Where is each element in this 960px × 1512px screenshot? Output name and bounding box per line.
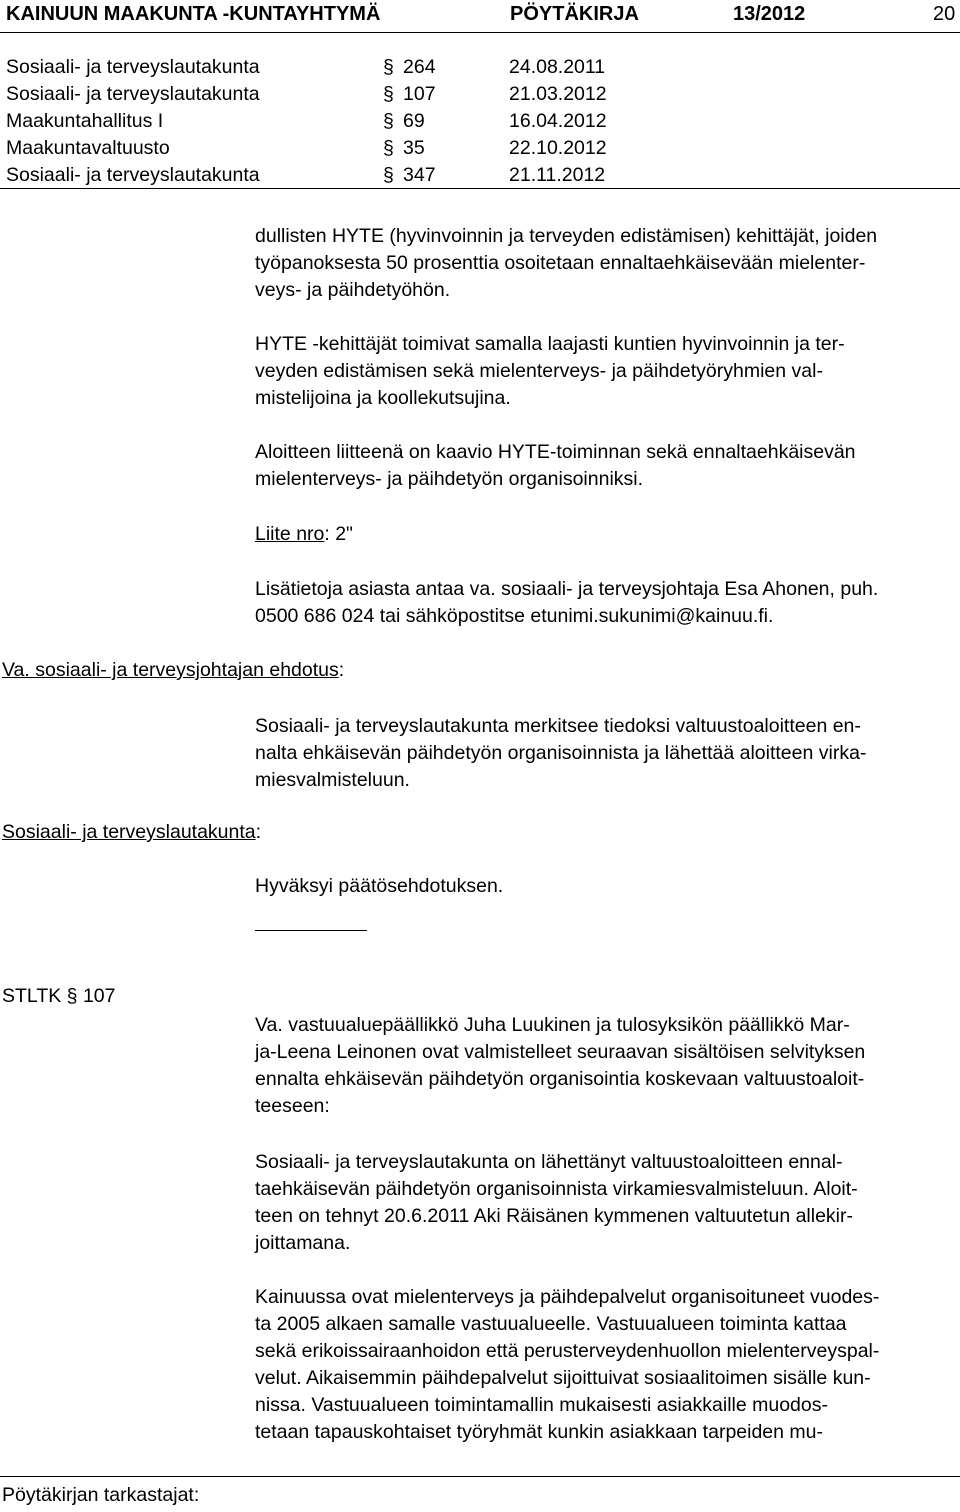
reference-date: 22.10.2012: [509, 137, 607, 159]
issue-number: 13/2012: [733, 3, 806, 25]
text-line: ta 2005 alkaen samalle vastuualueelle. Vastuualueen toiminta kattaa: [255, 1313, 847, 1335]
section-sign-icon: §: [383, 164, 394, 186]
organization-name: KAINUUN MAAKUNTA -KUNTAYHTYMÄ: [6, 3, 381, 25]
document-type: PÖYTÄKIRJA: [510, 3, 639, 25]
stltk-heading: [2, 985, 115, 1008]
reference-number: 347: [403, 164, 436, 186]
text-line: tetaan tapauskohtaiset työryhmät kunkin asiakkaan tarpeiden mu-: [255, 1421, 823, 1443]
text-line: Sosiaali- ja terveyslautakunta on lähettänyt valtuustoaloitteen ennal-: [255, 1151, 843, 1173]
page-header: [0, 0, 960, 33]
reference-row: [6, 83, 906, 109]
paragraph-contact-info: [255, 576, 960, 630]
text-line: velut. Aikaisemmin päihdepalvelut sijoittuivat sosiaalitoimen sisälle kun-: [255, 1367, 871, 1389]
page-number: 20: [933, 3, 956, 25]
text-line: nissa. Vastuualueen toimintamallin mukaisesti asiakkaille muodos-: [255, 1394, 828, 1416]
reference-row: [6, 110, 906, 136]
text-line: joittamana.: [255, 1232, 351, 1254]
text-line: ja-Leena Leinonen ovat valmistelleet seuraavan sisältöisen selvityksen: [255, 1041, 866, 1063]
paragraph-proposal: [255, 713, 960, 794]
text-line: Sosiaali- ja terveyslautakunta merkitsee tiedoksi valtuustoaloitteen en-: [255, 715, 861, 737]
paragraph-kainuu-services: [255, 1284, 960, 1446]
text-line: sekä erikoissairaanhoidon että perusterveydenhuollon mielenterveyspal-: [255, 1340, 880, 1362]
text-line: mielenterveys- ja päihdetyön organisoinniksi.: [255, 468, 644, 490]
attachment-label: Liite nro: [255, 523, 325, 545]
text-line: mistelijoina ja koollekutsujina.: [255, 387, 511, 409]
text-line: Kainuussa ovat mielenterveys ja päihdepalvelut organisoituneet vuodes-: [255, 1286, 880, 1308]
paragraph-preparation: [255, 1012, 960, 1120]
text-line: teen on tehnyt 20.6.2011 Aki Räisänen kymmenen valtuutetun allekir-: [255, 1205, 854, 1227]
proposal-heading: Va. sosiaali- ja terveysjohtajan ehdotus:: [2, 659, 345, 681]
text-line: taehkäisevän päihdetyön organisoinnista virkamiesvalmisteluun. Aloit-: [255, 1178, 858, 1200]
text-line: dullisten HYTE (hyvinvoinnin ja terveyden edistämisen) kehittäjät, joiden: [255, 225, 878, 247]
reference-number: 107: [403, 83, 436, 105]
section-sign-icon: §: [383, 137, 394, 159]
reference-divider: [0, 188, 960, 189]
attachment-value: : 2": [324, 523, 353, 545]
text-line: nalta ehkäisevän päihdetyön organisoinnista ja lähettää aloitteen virka-: [255, 742, 867, 764]
footer-label: Pöytäkirjan tarkastajat:: [2, 1484, 200, 1506]
board-heading: Sosiaali- ja terveyslautakunta:: [2, 821, 262, 843]
footer-divider: [0, 1476, 960, 1477]
reference-date: 21.03.2012: [509, 83, 607, 105]
section-sign-icon: §: [383, 56, 394, 78]
text-line: teeseen:: [255, 1095, 330, 1117]
reference-date: 21.11.2012: [509, 164, 606, 186]
stltk-number: 107: [82, 985, 116, 1007]
text-line: Va. vastuualuepäällikkö Juha Luukinen ja tulosyksikön päällikkö Mar-: [255, 1014, 850, 1036]
text-line: ennalta ehkäisevän päihdetyön organisointia koskevaan valtuustoaloit-: [255, 1068, 865, 1090]
decision-underline: [255, 930, 367, 931]
section-sign-icon: §: [66, 985, 78, 1007]
reference-body: Sosiaali- ja terveyslautakunta: [6, 83, 260, 105]
text-line: 0500 686 024 tai sähköpostitse etunimi.sukunimi@kainuu.fi.: [255, 605, 774, 627]
reference-date: 24.08.2011: [509, 56, 606, 78]
text-line: Aloitteen liitteenä on kaavio HYTE-toiminnan sekä ennaltaehkäisevän: [255, 441, 856, 463]
text-line: miesvalmisteluun.: [255, 769, 410, 791]
reference-body: Maakuntavaltuusto: [6, 137, 170, 159]
reference-number: 69: [403, 110, 425, 132]
reference-body: Sosiaali- ja terveyslautakunta: [6, 56, 260, 78]
paragraph-hyte-roles: [255, 331, 960, 412]
reference-body: Maakuntahallitus I: [6, 110, 164, 132]
paragraph-hyte-developers: [255, 223, 960, 304]
text-line: veyden edistämisen sekä mielenterveys- ja päihdetyöryhmien val-: [255, 360, 823, 382]
text-line: Lisätietoja asiasta antaa va. sosiaali- ja terveysjohtaja Esa Ahonen, puh.: [255, 578, 879, 600]
reference-number: 35: [403, 137, 425, 159]
attachment-reference: [255, 521, 960, 548]
decision-text: Hyväksyi päätösehdotuksen.: [255, 875, 504, 897]
stltk-label: STLTK: [2, 985, 62, 1007]
text-line: työpanoksesta 50 prosenttia osoitetaan ennaltaehkäisevään mielenter-: [255, 252, 866, 274]
text-line: HYTE -kehittäjät toimivat samalla laajasti kuntien hyvinvoinnin ja ter-: [255, 333, 845, 355]
reference-row: [6, 56, 906, 82]
text-line: veys- ja päihdetyöhön.: [255, 279, 451, 301]
reference-date: 16.04.2012: [509, 110, 607, 132]
paragraph-initiative: [255, 1149, 960, 1257]
board-label: Sosiaali- ja terveyslautakunta: [2, 821, 256, 843]
paragraph-attachment-note: [255, 439, 960, 493]
reference-row: [6, 164, 906, 190]
section-sign-icon: §: [383, 83, 394, 105]
reference-body: Sosiaali- ja terveyslautakunta: [6, 164, 260, 186]
section-sign-icon: §: [383, 110, 394, 132]
proposal-label: Va. sosiaali- ja terveysjohtajan ehdotus: [2, 659, 339, 681]
reference-number: 264: [403, 56, 436, 78]
reference-row: [6, 137, 906, 163]
